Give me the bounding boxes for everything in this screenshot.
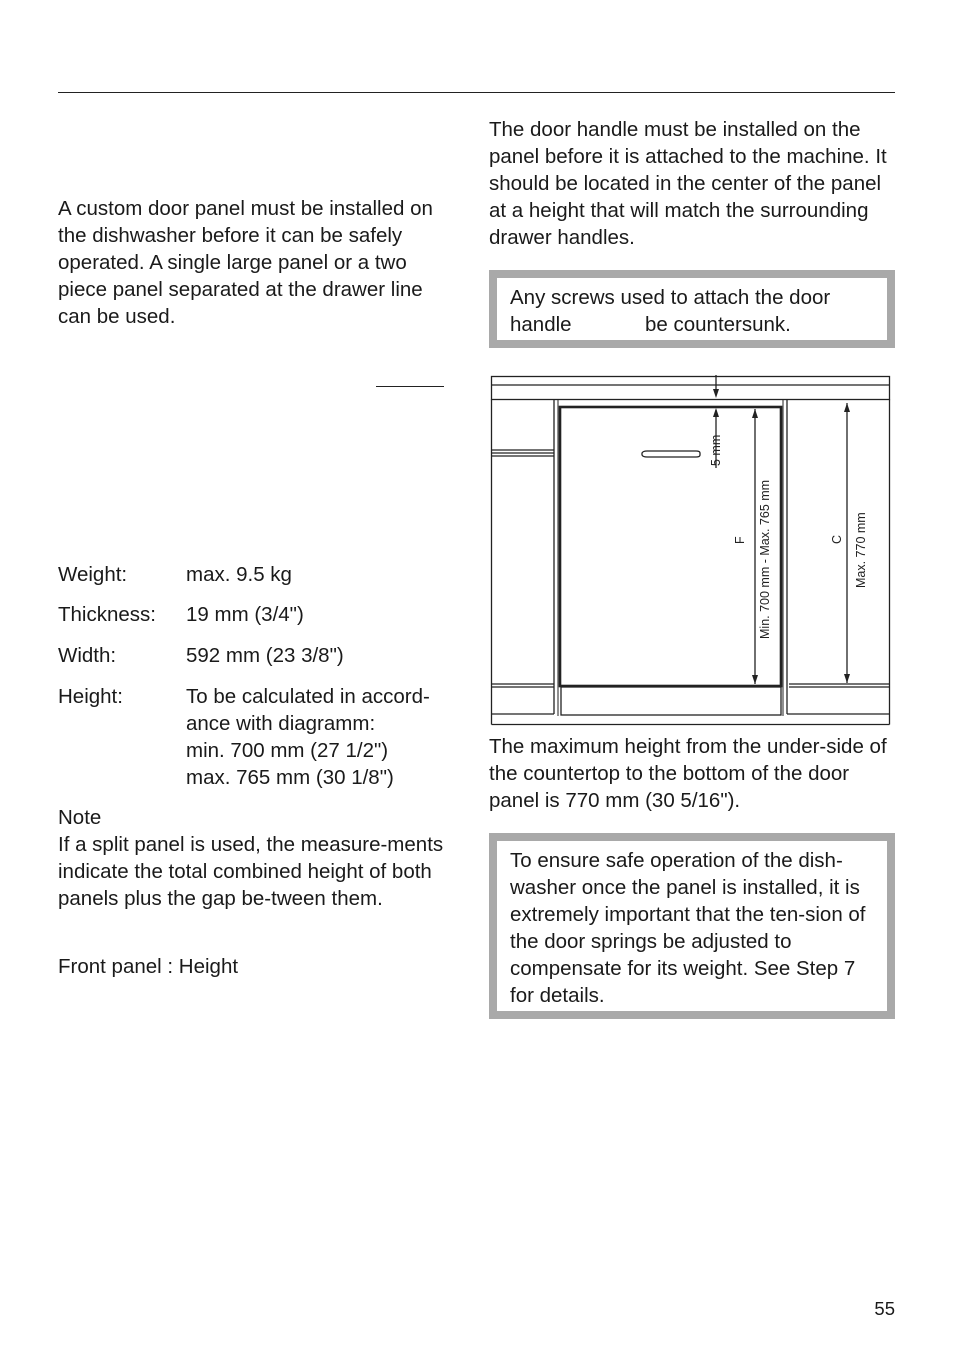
screws-word-countersunk: be countersunk. xyxy=(645,313,791,336)
gap-5mm-label: 5 mm xyxy=(709,434,723,466)
spec-value: 19 mm (3/4") xyxy=(186,603,304,626)
screws-line-1: Any screws used to attach the door xyxy=(510,286,831,309)
front-panel-label: Front panel : Height xyxy=(58,955,239,978)
max-height-paragraph: The maximum height from the under-side of the countertop to the bottom of the door panel is 770 mm (30 5/16"). xyxy=(489,735,887,812)
right-cabinet xyxy=(787,400,889,715)
dimension-c-max: Max. 770 mm xyxy=(854,512,868,588)
spec-label: Height: xyxy=(58,685,123,708)
note-title: Note xyxy=(58,806,102,829)
dimension-f-range: Min. 700 mm - Max. 765 mm xyxy=(758,479,772,639)
screws-callout xyxy=(489,270,895,348)
warning-callout xyxy=(489,833,895,1019)
note-body: If a split panel is used, the measure-ments indicate the total combined height of both panels plus the gap be-tween them. xyxy=(58,833,444,910)
countertop xyxy=(492,377,890,400)
intro-paragraph: A custom door panel must be installed on the dishwasher before it can be safely operated. A single large panel or a two piece panel separated at the drawer line can be used. xyxy=(58,197,433,328)
warning-text: To ensure safe operation of the dish-washer once the panel is installed, it is extremely important that the ten-sion of the door springs be adjusted to compensate for its weight. See Step 7 for details. xyxy=(510,849,866,1007)
spec-label: Weight: xyxy=(58,563,128,586)
dimension-f-letter: F xyxy=(733,536,747,544)
spec-value: max. 9.5 kg xyxy=(186,563,292,586)
kick-panel xyxy=(561,687,781,715)
spec-label: Width: xyxy=(58,644,117,667)
left-cabinet xyxy=(492,400,554,715)
screws-line-2 xyxy=(510,311,873,338)
spec-value: max. 765 mm (30 1/8") xyxy=(186,766,394,789)
door-panel xyxy=(560,407,781,686)
handle-paragraph: The door handle must be installed on the panel before it is attached to the machine. It should be located in the center of the panel at a height that will match the surrounding drawer handles. xyxy=(489,118,887,249)
screws-word-handle: handle xyxy=(510,313,572,336)
installation-diagram xyxy=(489,374,893,728)
page-number: 55 xyxy=(874,1298,895,1319)
spec-value: ance with diagramm: xyxy=(186,712,376,735)
spec-value: To be calculated in accord- xyxy=(186,685,430,708)
spec-value: 592 mm (23 3/8") xyxy=(186,644,344,667)
spec-value: min. 700 mm (27 1/2") xyxy=(186,739,389,762)
short-rule xyxy=(376,386,444,387)
spec-label: Thickness: xyxy=(58,603,156,626)
dimension-c-letter: C xyxy=(830,534,844,544)
door-handle xyxy=(642,451,700,457)
top-rule xyxy=(58,92,895,93)
